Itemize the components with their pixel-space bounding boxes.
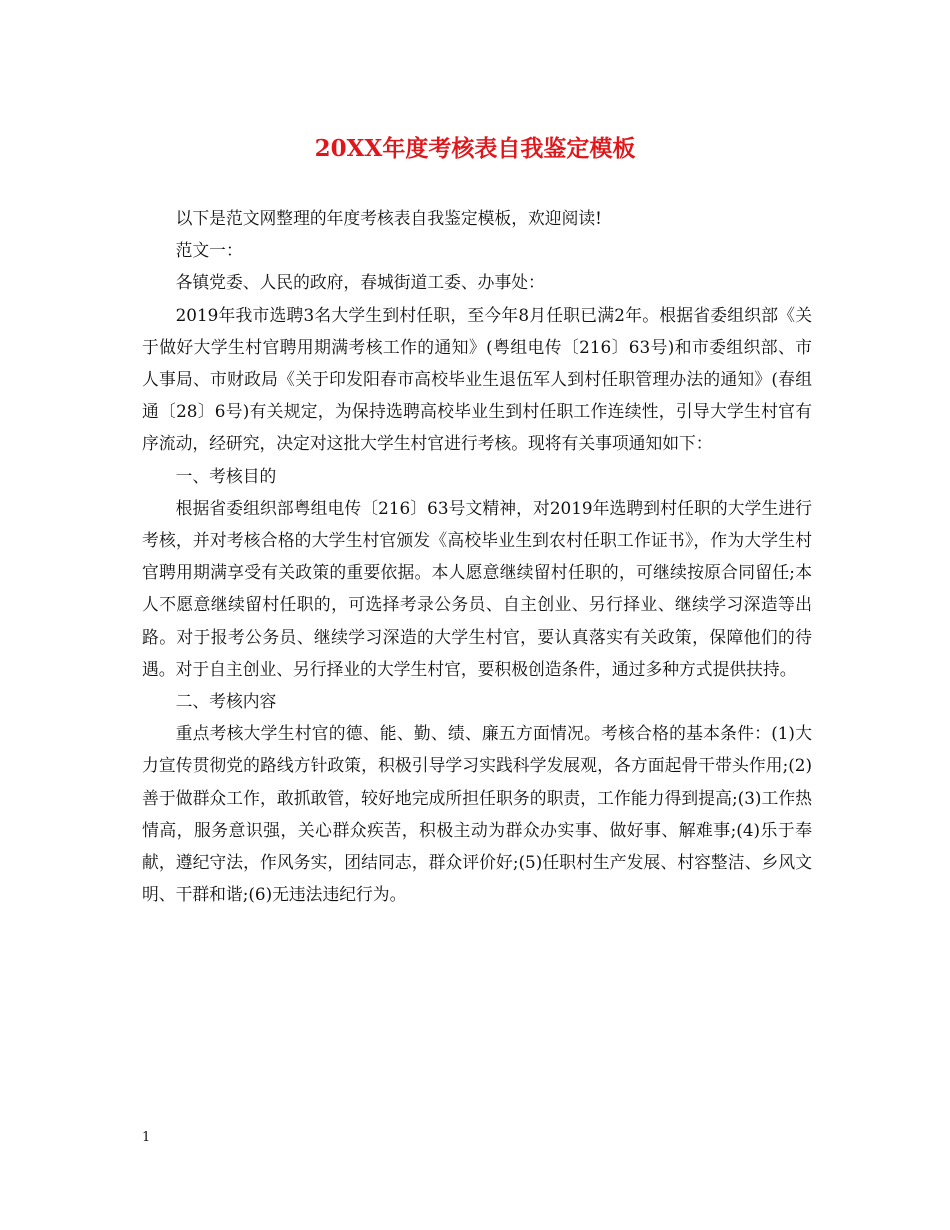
paragraph-intro: 以下是范文网整理的年度考核表自我鉴定模板，欢迎阅读! <box>175 208 602 228</box>
paragraph-background: 2019年我市选聘3名大学生到村任职，至今年8月任职已满2年。根据省委组织部《关于做好大学生村官聘用期满考核工作的通知》(粤组电传〔216〕63号)和市委组织部、市人事局、市财政局《关于印发阳春市高校毕业生退伍军人到村任职管理办法的通知》(春组通〔28〕6号)有关规定，为保持选聘高校毕业生到村任职工作连续性，引导大学生村官有序流动，经研究，决定对这批大学生村官进行考核。现将有关事项通知如下： <box>142 304 812 454</box>
paragraph-purpose: 根据省委组织部粤组电传〔216〕63号文精神，对2019年选聘到村任职的大学生进行考核，并对考核合格的大学生村官颁发《高校毕业生到农村任职工作证书》，作为大学生村官聘用期满享受有关政策的重要依据。本人愿意继续留村任职的，可继续按原合同留任;本人不愿意继续留村任职的，可选择考录公务员、自主创业、另行择业、继续学习深造等出路。对于报考公务员、继续学习深造的大学生村官，要认真落实有关政策，保障他们的待遇。对于自主创业、另行择业的大学生村官，要积极创造条件，通过多种方式提供扶持。 <box>142 497 812 679</box>
paragraph-salutation: 各镇党委、人民的政府，春城街道工委、办事处： <box>175 272 545 293</box>
section-heading-purpose: 一、考核目的 <box>175 465 277 486</box>
document-body <box>142 202 812 910</box>
page-number: 1 <box>142 1130 151 1145</box>
document-title: 20XX年度考核表自我鉴定模板 <box>314 135 636 162</box>
paragraph-sample-label: 范文一： <box>175 240 243 261</box>
section-heading-content: 二、考核内容 <box>175 691 277 712</box>
paragraph-content: 重点考核大学生村官的德、能、勤、绩、廉五方面情况。考核合格的基本条件：(1)大力宣传贯彻党的路线方针政策，积极引导学习实践科学发展观，各方面起骨干带头作用;(2)善于做群众工作，敢抓敢管，较好地完成所担任职务的职责，工作能力得到提高;(3)工作热情高，服务意识强，关心群众疾苦，积极主动为群众办实事、做好事、解难事;(4)乐于奉献，遵纪守法，作风务实，团结同志，群众评价好;(5)任职村生产发展、村容整洁、乡风文明、干群和谐;(6)无违法违纪行为。 <box>142 723 812 905</box>
